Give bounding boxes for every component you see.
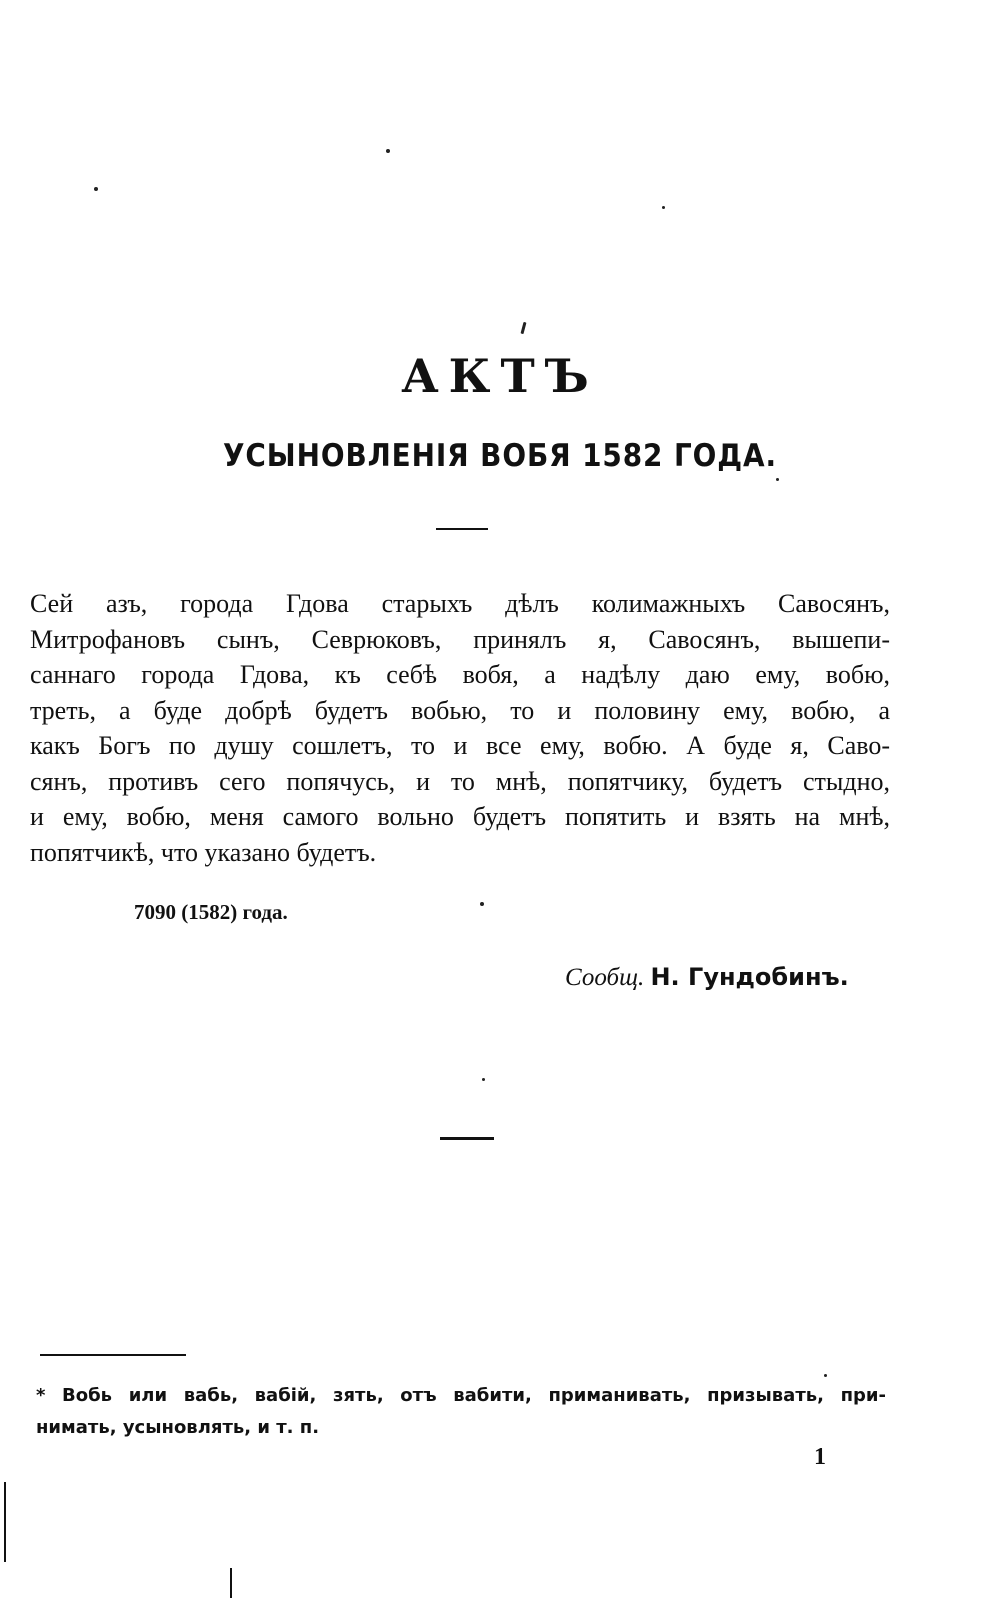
act-text [30,586,890,870]
footnote-line: нимать, усыновлять, и т. п. [36,1417,320,1438]
act-text-line: Митрофановъ сынъ, Севрюковъ, принялъ я, Савосянъ, вышепи- [30,624,890,654]
act-text-line: саннаго города Гдова, къ себѣ вобя, а надѣлу даю ему, вобю, [30,660,890,689]
act-text-line: сянъ, противъ сего попячусь, и то мнѣ, попятчику, будетъ стыдно, [30,766,890,796]
title-divider [436,528,488,530]
scan-edge-mark [230,1568,232,1598]
scan-speck [776,478,779,481]
signature-name: Н. Гундобинъ. [650,963,849,991]
act-text-line: и ему, вобю, меня самого вольно будетъ попятить и взять на мнѣ, [30,802,890,831]
page-number: 1 [814,1444,826,1470]
document-subtitle: УСЫНОВЛЕНІЯ ВОБЯ 1582 ГОДА. [222,438,778,474]
act-text-line: треть, а буде добрѣ будетъ вобью, то и половину ему, вобю, а [30,695,890,725]
section-divider [440,1137,494,1140]
footnote-line: * Вобь или вабь, вабій, зять, отъ вабити, приманивать, призывать, при- [36,1385,886,1406]
scan-edge-mark [4,1482,6,1562]
signature [565,960,849,995]
scan-speck [94,187,98,191]
document-title: АКТЪ [401,349,599,403]
act-text-line: какъ Богъ по душу сошлетъ, то и все ему, вобю. А буде я, Саво- [30,731,890,760]
signature-prefix: Сообщ. [565,964,645,991]
footnote [36,1380,886,1444]
scan-speck [386,149,390,153]
scan-speck [520,322,526,334]
footnote-rule [40,1354,186,1356]
scan-speck [480,902,484,906]
scan-speck [824,1374,827,1377]
act-text-line: Сей азъ, города Гдова старыхъ дѣлъ колимажныхъ Савосянъ, [30,589,890,618]
act-text-line: попятчикѣ, что указано будетъ. [30,837,377,867]
act-date: 7090 (1582) года. [134,900,288,924]
scan-speck [482,1078,485,1081]
scan-speck [662,206,665,209]
